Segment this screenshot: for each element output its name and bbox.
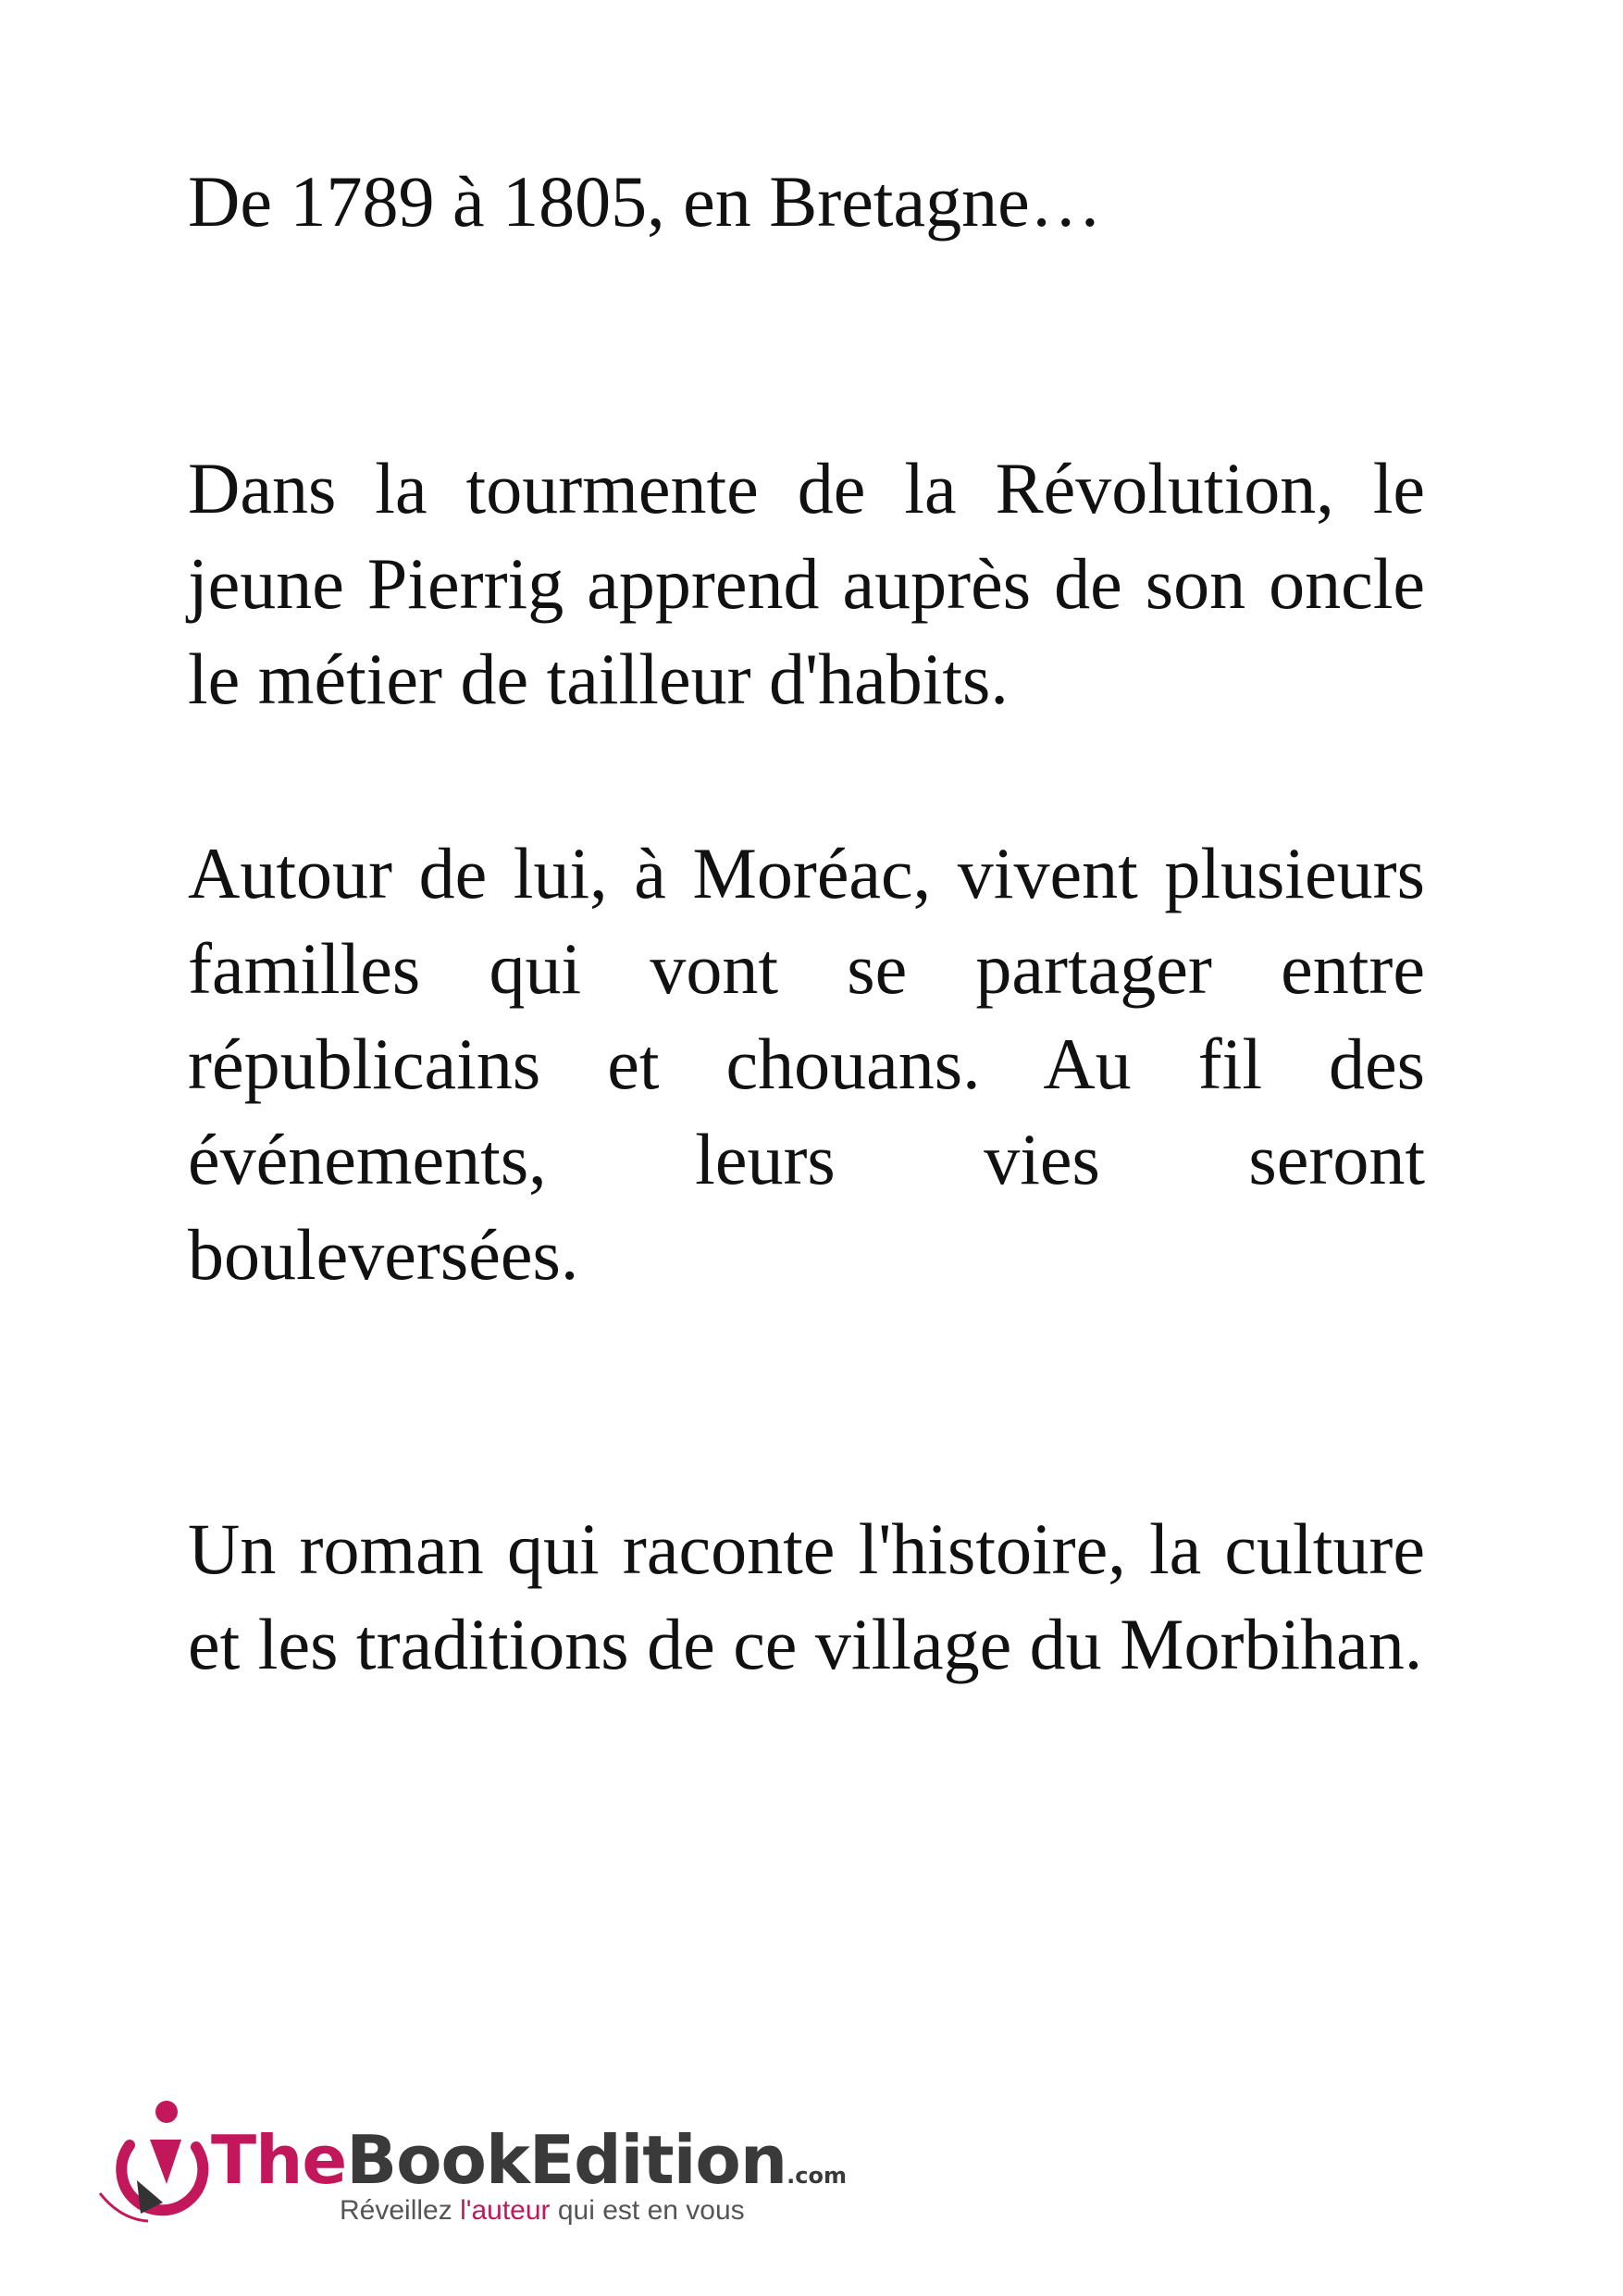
tagline-before: Réveillez xyxy=(340,2195,461,2226)
paragraph-summary: Dans la tourmente de la Révolution, le jeune Pierrig apprend auprès de son oncle le métier de tailleur d'habits. xyxy=(188,448,1425,719)
tagline-after: qui est en vous xyxy=(550,2195,745,2226)
logo-word-edition: Edition xyxy=(528,2121,787,2199)
publisher-logo xyxy=(93,2091,851,2240)
logo-tagline xyxy=(340,2195,745,2227)
lead-line: De 1789 à 1805, en Bretagne… xyxy=(188,161,1102,242)
reader-figure-icon xyxy=(93,2091,222,2230)
logo-word-dotcom: .com xyxy=(787,2163,847,2189)
paragraph-conclusion: Un roman qui raconte l'histoire, la culture et les traditions de ce village du Morbihan. xyxy=(188,1508,1425,1684)
paragraph-setting: Autour de lui, à Moréac, vivent plusieurs familles qui vont se partager entre républicains et chouans. Au fil des événements, leurs vies seront bouleversées. xyxy=(188,833,1425,1295)
logo-word-the: The xyxy=(211,2121,347,2199)
logo-word-book: Book xyxy=(346,2121,529,2199)
tagline-accent: l'auteur xyxy=(460,2195,551,2226)
